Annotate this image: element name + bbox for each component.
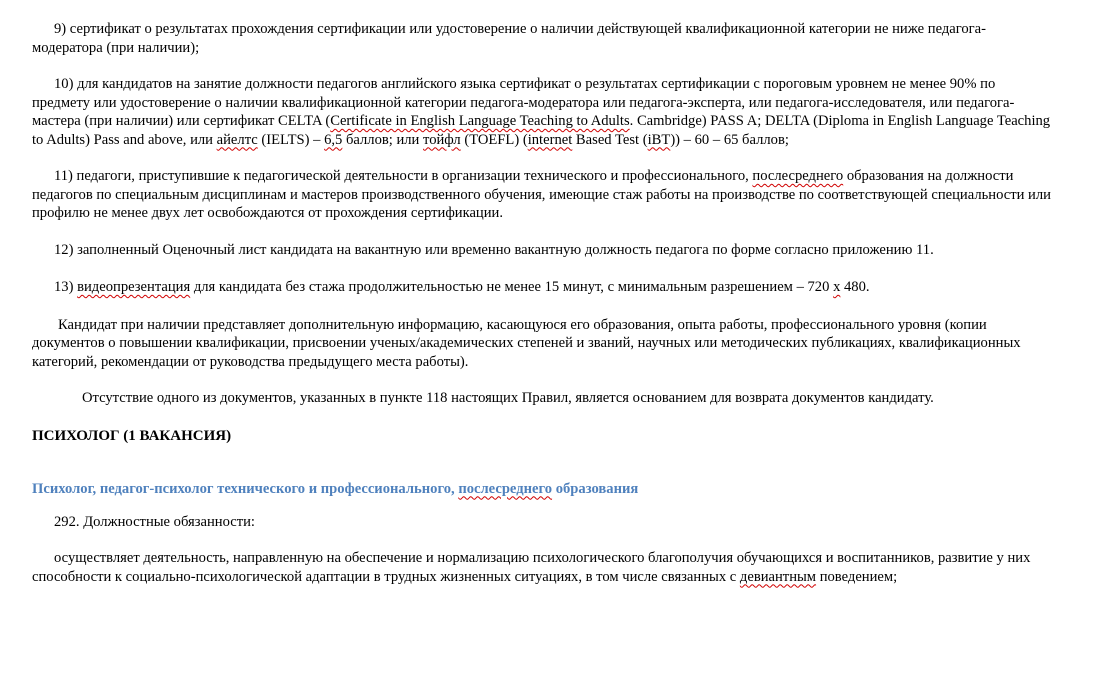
spellcheck-word: х xyxy=(833,279,841,295)
text-run: Based Test ( xyxy=(572,131,648,148)
spellcheck-word: послесреднего xyxy=(752,168,844,184)
text-run: 13) xyxy=(54,279,78,295)
spellcheck-word: тойфл xyxy=(423,131,461,148)
text-run: 10) для кандидатов на занятие должности педагогов английского языка сертификат о результатах сертификации с пороговым уровнем не менее 90% по предмету или удостоверение о наличии квалификационной категории педагога-модератора или педагога-эксперта, или педагога-исследователя, или педагога-мастера (при наличии) или сертификат CELTA ( xyxy=(32,76,1015,129)
paragraph-item-9: 9) сертификат о результатах прохождения сертификации или удостоверение о наличии действующей квалификационной категории не ниже педагога-модератора (при наличии); xyxy=(32,21,986,56)
text-run: Психолог, педагог-психолог технического и профессионального, xyxy=(32,480,459,497)
text-run: (IELTS) – xyxy=(257,131,325,148)
text-run: баллов; или xyxy=(342,131,424,148)
text-run: (TOEFL) ( xyxy=(460,131,528,148)
text-run: для кандидата без стажа продолжительностью не менее 15 минут, с минимальным разрешением – 720 xyxy=(190,279,834,295)
section-heading: ПСИХОЛОГ (1 ВАКАНСИЯ) xyxy=(32,427,232,444)
section-subheading xyxy=(32,479,1052,499)
paragraph-item-13 xyxy=(32,278,1052,297)
text-run: )) – 60 – 65 баллов; xyxy=(670,131,789,148)
paragraph-item-12: 12) заполненный Оценочный лист кандидата на вакантную или временно вакантную должность педагога по форме согласно приложению 11. xyxy=(54,241,934,258)
text-run: поведением; xyxy=(816,568,898,585)
spellcheck-word: Certificate in English Language Teaching to Adults xyxy=(330,113,630,129)
text-run: 480. xyxy=(840,279,870,295)
text-run: . Cambridge) PASS A; DELTA (Diploma in English Language Teaching to Adults) Pass and above, или xyxy=(32,113,1051,148)
text-run: осуществляет деятельность, направленную на обеспечение и нормализацию психологического благополучия обучающихся и воспитанников, развитие у них способности к социально-психологической адаптации в трудных жизненных ситуациях, в том числе связанных с xyxy=(32,550,1031,585)
text-run: образования на должности педагогов по специальным дисциплинам и мастеров производственного обучения, имеющие стаж работы на производстве по соответствующей специальности или профилю не менее двух лет освобождаются от прохождения сертификации. xyxy=(32,168,1051,221)
text-run: 11) педагоги, приступившие к педагогической деятельности в организации технического и профессионального, xyxy=(54,168,753,184)
spellcheck-word: internet xyxy=(527,131,573,148)
spellcheck-word: девиантным xyxy=(739,568,817,585)
paragraph-candidate-info: Кандидат при наличии представляет дополнительную информацию, касающуюся его образования, опыта работы, профессионального уровня (копии документов о повышении квалификации, присвоении ученых/академических степеней и званий, научных или методических публикациях, квалификационных категорий, рекомендации от руководства предыдущего места работы). xyxy=(32,316,1021,370)
paragraph-duties xyxy=(32,549,1052,586)
paragraph-missing-documents: Отсутствие одного из документов, указанных в пункте 118 настоящих Правил, является основанием для возврата документов кандидату. xyxy=(82,390,934,406)
spellcheck-word: айелтс xyxy=(216,131,258,148)
spellcheck-word: 6,5 xyxy=(324,131,343,148)
paragraph-item-10 xyxy=(32,75,1052,149)
spellcheck-word: видеопрезентация xyxy=(77,279,191,295)
paragraph-duties-number: 292. Должностные обязанности: xyxy=(54,513,255,530)
text-run: образования xyxy=(552,480,639,497)
paragraph-item-11 xyxy=(32,167,1052,223)
spellcheck-word: послесреднего xyxy=(458,480,553,497)
document-page xyxy=(32,20,1052,586)
spellcheck-word: iBT xyxy=(647,131,671,148)
